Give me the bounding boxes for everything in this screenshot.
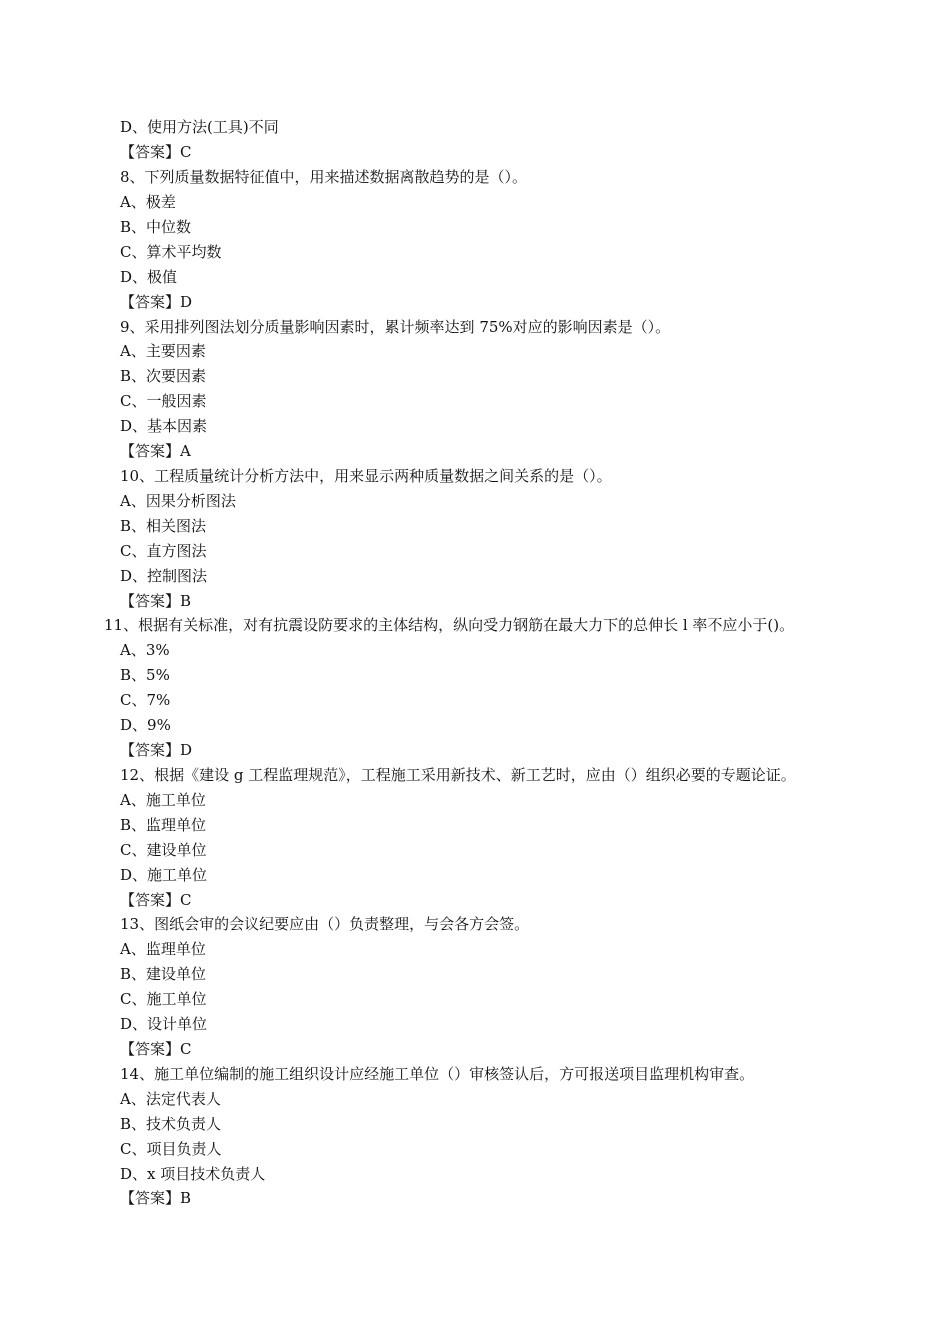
option-line: D、设计单位: [120, 1015, 208, 1033]
option-line: A、3%: [120, 641, 170, 659]
option-line: D、x 项目技术负责人: [120, 1165, 266, 1183]
answer-line: 【答案】D: [120, 741, 193, 759]
option-line: B、监理单位: [120, 816, 207, 834]
option-line: C、建设单位: [120, 841, 207, 859]
answer-line: 【答案】B: [120, 1189, 192, 1207]
question-line: 10、工程质量统计分析方法中，用来显示两种质量数据之间关系的是（）。: [120, 467, 612, 485]
option-line: D、施工单位: [120, 866, 208, 884]
answer-line: 【答案】B: [120, 592, 192, 610]
option-line: A、因果分析图法: [120, 492, 236, 510]
option-line: A、主要因素: [120, 342, 206, 360]
answer-line: 【答案】A: [120, 442, 191, 460]
question-line: 9、采用排列图法划分质量影响因素时，累计频率达到 75%对应的影响因素是（）。: [120, 318, 671, 336]
option-line: C、直方图法: [120, 542, 207, 560]
question-line: 14、施工单位编制的施工组织设计应经施工单位（）审核签认后，方可报送项目监理机构审查。: [120, 1065, 755, 1083]
option-line: D、基本因素: [120, 417, 208, 435]
option-line: C、项目负责人: [120, 1140, 222, 1158]
question-line: 8、下列质量数据特征值中，用来描述数据离散趋势的是（）。: [120, 168, 528, 186]
option-line: D、9%: [120, 716, 171, 734]
answer-line: 【答案】C: [120, 891, 192, 909]
question-line: 13、图纸会审的会议纪要应由（）负责整理，与会各方会签。: [120, 915, 530, 933]
option-line: D、极值: [120, 268, 178, 286]
option-line: D、控制图法: [120, 567, 208, 585]
option-line: B、建设单位: [120, 965, 207, 983]
option-line: A、极差: [120, 193, 176, 211]
option-line: A、施工单位: [120, 791, 206, 809]
option-line: B、中位数: [120, 218, 192, 236]
option-line: A、监理单位: [120, 940, 206, 958]
answer-line: 【答案】C: [120, 143, 192, 161]
option-line: B、次要因素: [120, 367, 207, 385]
option-line: C、施工单位: [120, 990, 207, 1008]
option-line: B、相关图法: [120, 517, 207, 535]
option-line: A、法定代表人: [120, 1090, 221, 1108]
answer-line: 【答案】C: [120, 1040, 192, 1058]
option-line: B、技术负责人: [120, 1115, 222, 1133]
option-line: C、7%: [120, 691, 171, 709]
option-line: B、5%: [120, 666, 170, 684]
option-line: C、一般因素: [120, 392, 207, 410]
question-line: 11、根据有关标准，对有抗震设防要求的主体结构，纵向受力钢筋在最大力下的总伸长 l 率不应小于()。: [104, 616, 795, 634]
answer-line: 【答案】D: [120, 293, 193, 311]
question-line: 12、根据《建设 g 工程监理规范》，工程施工采用新技术、新工艺时，应由（）组织必要的专题论证。: [120, 766, 796, 784]
option-line: D、使用方法(工具)不同: [120, 118, 279, 136]
option-line: C、算术平均数: [120, 243, 222, 261]
